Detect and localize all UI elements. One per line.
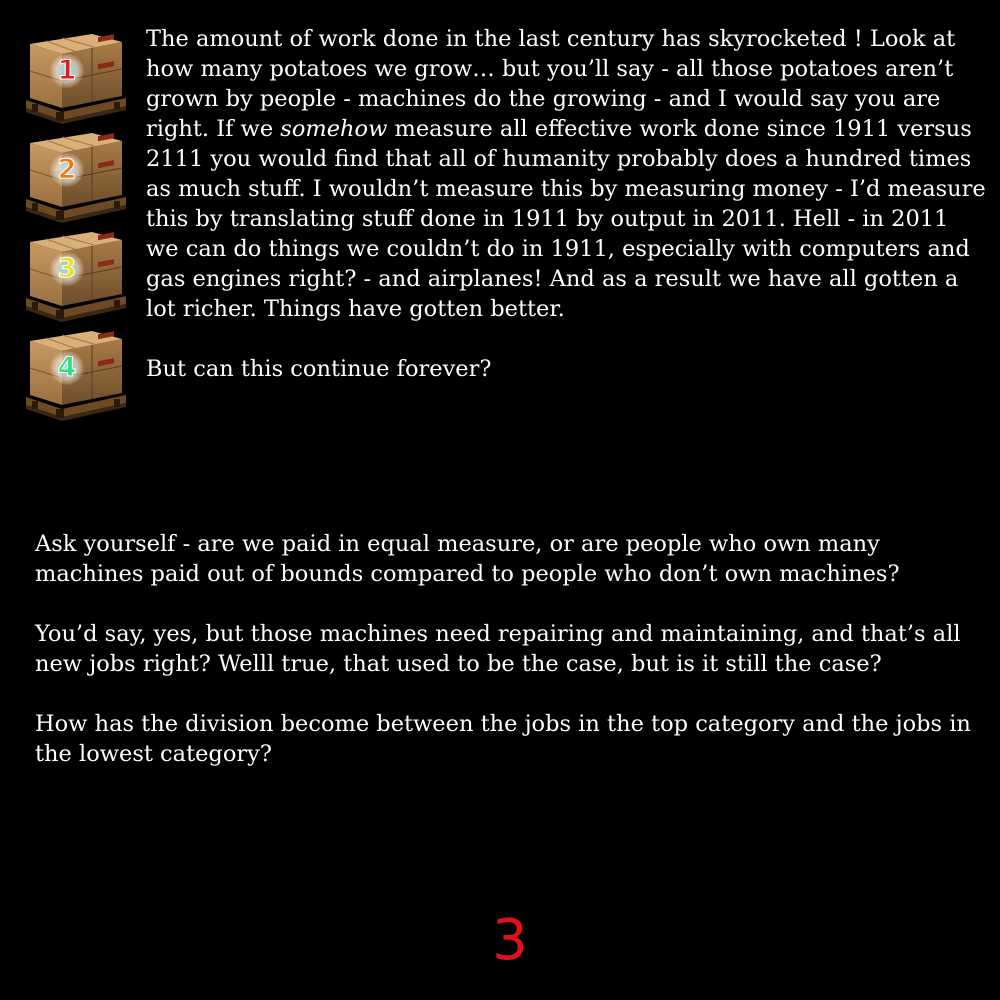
page-number: 3 — [492, 908, 528, 973]
box-number-label: 3 — [50, 252, 84, 286]
box-pallet-icon-4 — [22, 325, 130, 421]
paragraph-maintenance: You’d say, yes, but those machines need repairing and maintaining, and that’s all new jobs right? Welll true, that used to be the case, but is it still the case? — [35, 621, 961, 677]
numbered-box-icons — [22, 28, 132, 424]
body-paragraphs — [35, 529, 985, 769]
question-text: But can this continue forever? — [146, 356, 492, 382]
paragraph-division: How has the division become between the jobs in the top category and the jobs in the lowest category? — [35, 711, 971, 767]
intro-text: The amount of work done in the last century has skyrocketed ! Look at how many potatoes we grow… but you’ll say - all those potatoes aren’t grown by people - machines do the growing - and I would say you are right. If we somehow measure all effective work done since 1911 versus 2111 you would find that all of humanity probably does a hundred times as much stuff. I wouldn’t measure this by measuring money - I’d measure this by translating stuff done in 1911 by output in 2011. Hell - in 2011 we can do things we couldn’t do in 1911, especially with computers and gas engines right? - and airplanes! And as a result we have all gotten a lot richer. Things have gotten better. — [146, 26, 986, 322]
intro-paragraph — [146, 24, 986, 384]
box-number-label: 1 — [50, 54, 84, 88]
box-pallet-icon-3 — [22, 226, 130, 322]
box-number-label: 4 — [50, 351, 84, 385]
box-pallet-icon-2 — [22, 127, 130, 223]
box-pallet-icon-1 — [22, 28, 130, 124]
emphasis-somehow: somehow — [280, 116, 388, 142]
box-number-label: 2 — [50, 153, 84, 187]
paragraph-ownership: Ask yourself - are we paid in equal measure, or are people who own many machines paid out of bounds compared to people who don’t own machines? — [35, 531, 900, 587]
